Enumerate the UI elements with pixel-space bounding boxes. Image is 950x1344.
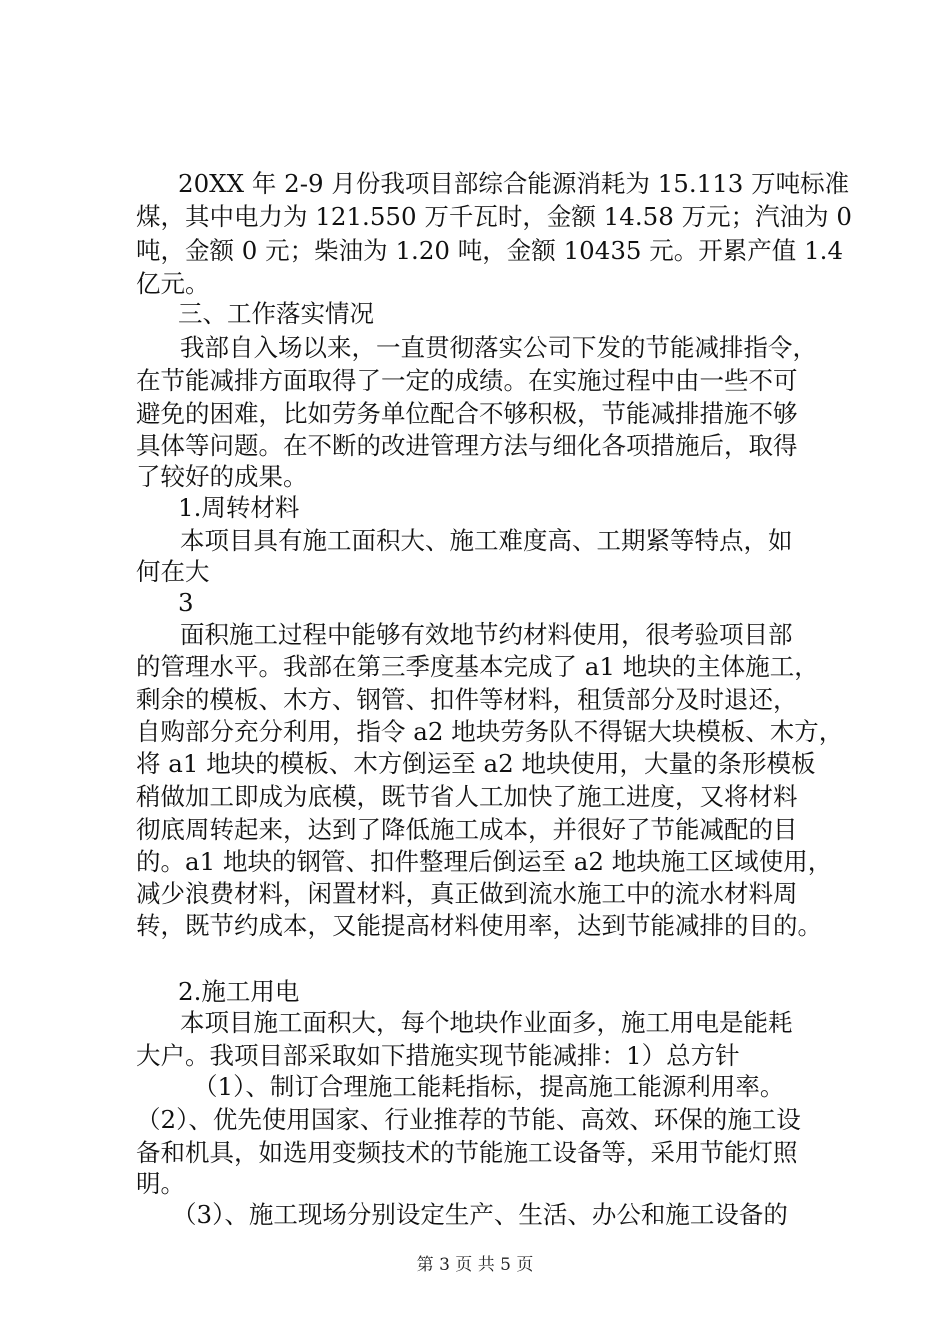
paragraph-line: 避免的困难，比如劳务单位配合不够积极，节能减排措施不够 — [136, 399, 798, 428]
paragraph-line: 大户。我项目部采取如下措施实现节能减排：1）总方针 — [136, 1041, 740, 1070]
paragraph-line: 稍做加工即成为底模，既节省人工加快了施工进度，又将材料 — [136, 782, 798, 811]
paragraph-line: 自购部分充分利用，指令 a2 地块劳务队不得锯大块模板、木方， — [136, 717, 844, 746]
paragraph-line: 了较好的成果。 — [136, 462, 308, 491]
paragraph-line: 明。 — [136, 1169, 185, 1198]
paragraph-line: 减少浪费材料，闲置材料，真正做到流水施工中的流水材料周 — [136, 879, 798, 908]
page-number-inline: 3 — [178, 588, 194, 617]
paragraph-line: 亿元。 — [136, 269, 210, 298]
list-item: （1）、制订合理施工能耗指标，提高施工能源利用率。 — [193, 1072, 785, 1101]
page-footer: 第 3 页 共 5 页 — [416, 1255, 534, 1275]
list-item: （3）、施工现场分别设定生产、生活、办公和施工设备的 — [172, 1200, 788, 1229]
paragraph-line: 备和机具，如选用变频技术的节能施工设备等，采用节能灯照 — [136, 1138, 798, 1167]
paragraph-line: 我部自入场以来，一直贯彻落实公司下发的节能减排指令， — [180, 333, 817, 362]
paragraph-line: 的管理水平。我部在第三季度基本完成了 a1 地块的主体施工， — [136, 652, 819, 681]
paragraph-line: 吨，金额 0 元；柴油为 1.20 吨，金额 10435 元。开累产值 1.4 — [136, 236, 844, 265]
paragraph-line: 何在大 — [136, 557, 210, 586]
paragraph-line: 彻底周转起来，达到了降低施工成本，并很好了节能减配的目 — [136, 815, 798, 844]
paragraph-line: 面积施工过程中能够有效地节约材料使用，很考验项目部 — [180, 620, 793, 649]
paragraph-line: 的。a1 地块的钢管、扣件整理后倒运至 a2 地块施工区域使用， — [136, 847, 833, 876]
paragraph-line: 将 a1 地块的模板、木方倒运至 a2 地块使用，大量的条形模板 — [136, 749, 816, 778]
subsection-heading: 1.周转材料 — [178, 493, 300, 522]
paragraph-line: 煤，其中电力为 121.550 万千瓦时，金额 14.58 万元；汽油为 0 — [136, 202, 852, 231]
paragraph-line: 具体等问题。在不断的改进管理方法与细化各项措施后，取得 — [136, 431, 798, 460]
list-item: （2）、优先使用国家、行业推荐的节能、高效、环保的施工设 — [136, 1105, 801, 1134]
paragraph-line: 本项目施工面积大，每个地块作业面多，施工用电是能耗 — [180, 1008, 793, 1037]
paragraph-line: 剩余的模板、木方、钢管、扣件等材料，租赁部分及时退还， — [136, 685, 798, 714]
section-heading: 三、工作落实情况 — [178, 299, 374, 328]
paragraph-line: 转，既节约成本，又能提高材料使用率，达到节能减排的目的。 — [136, 911, 822, 940]
subsection-heading: 2.施工用电 — [178, 977, 300, 1006]
paragraph-line: 20XX 年 2-9 月份我项目部综合能源消耗为 15.113 万吨标准 — [178, 169, 850, 198]
paragraph-line: 本项目具有施工面积大、施工难度高、工期紧等特点，如 — [180, 526, 793, 555]
paragraph-line: 在节能减排方面取得了一定的成绩。在实施过程中由一些不可 — [136, 366, 798, 395]
